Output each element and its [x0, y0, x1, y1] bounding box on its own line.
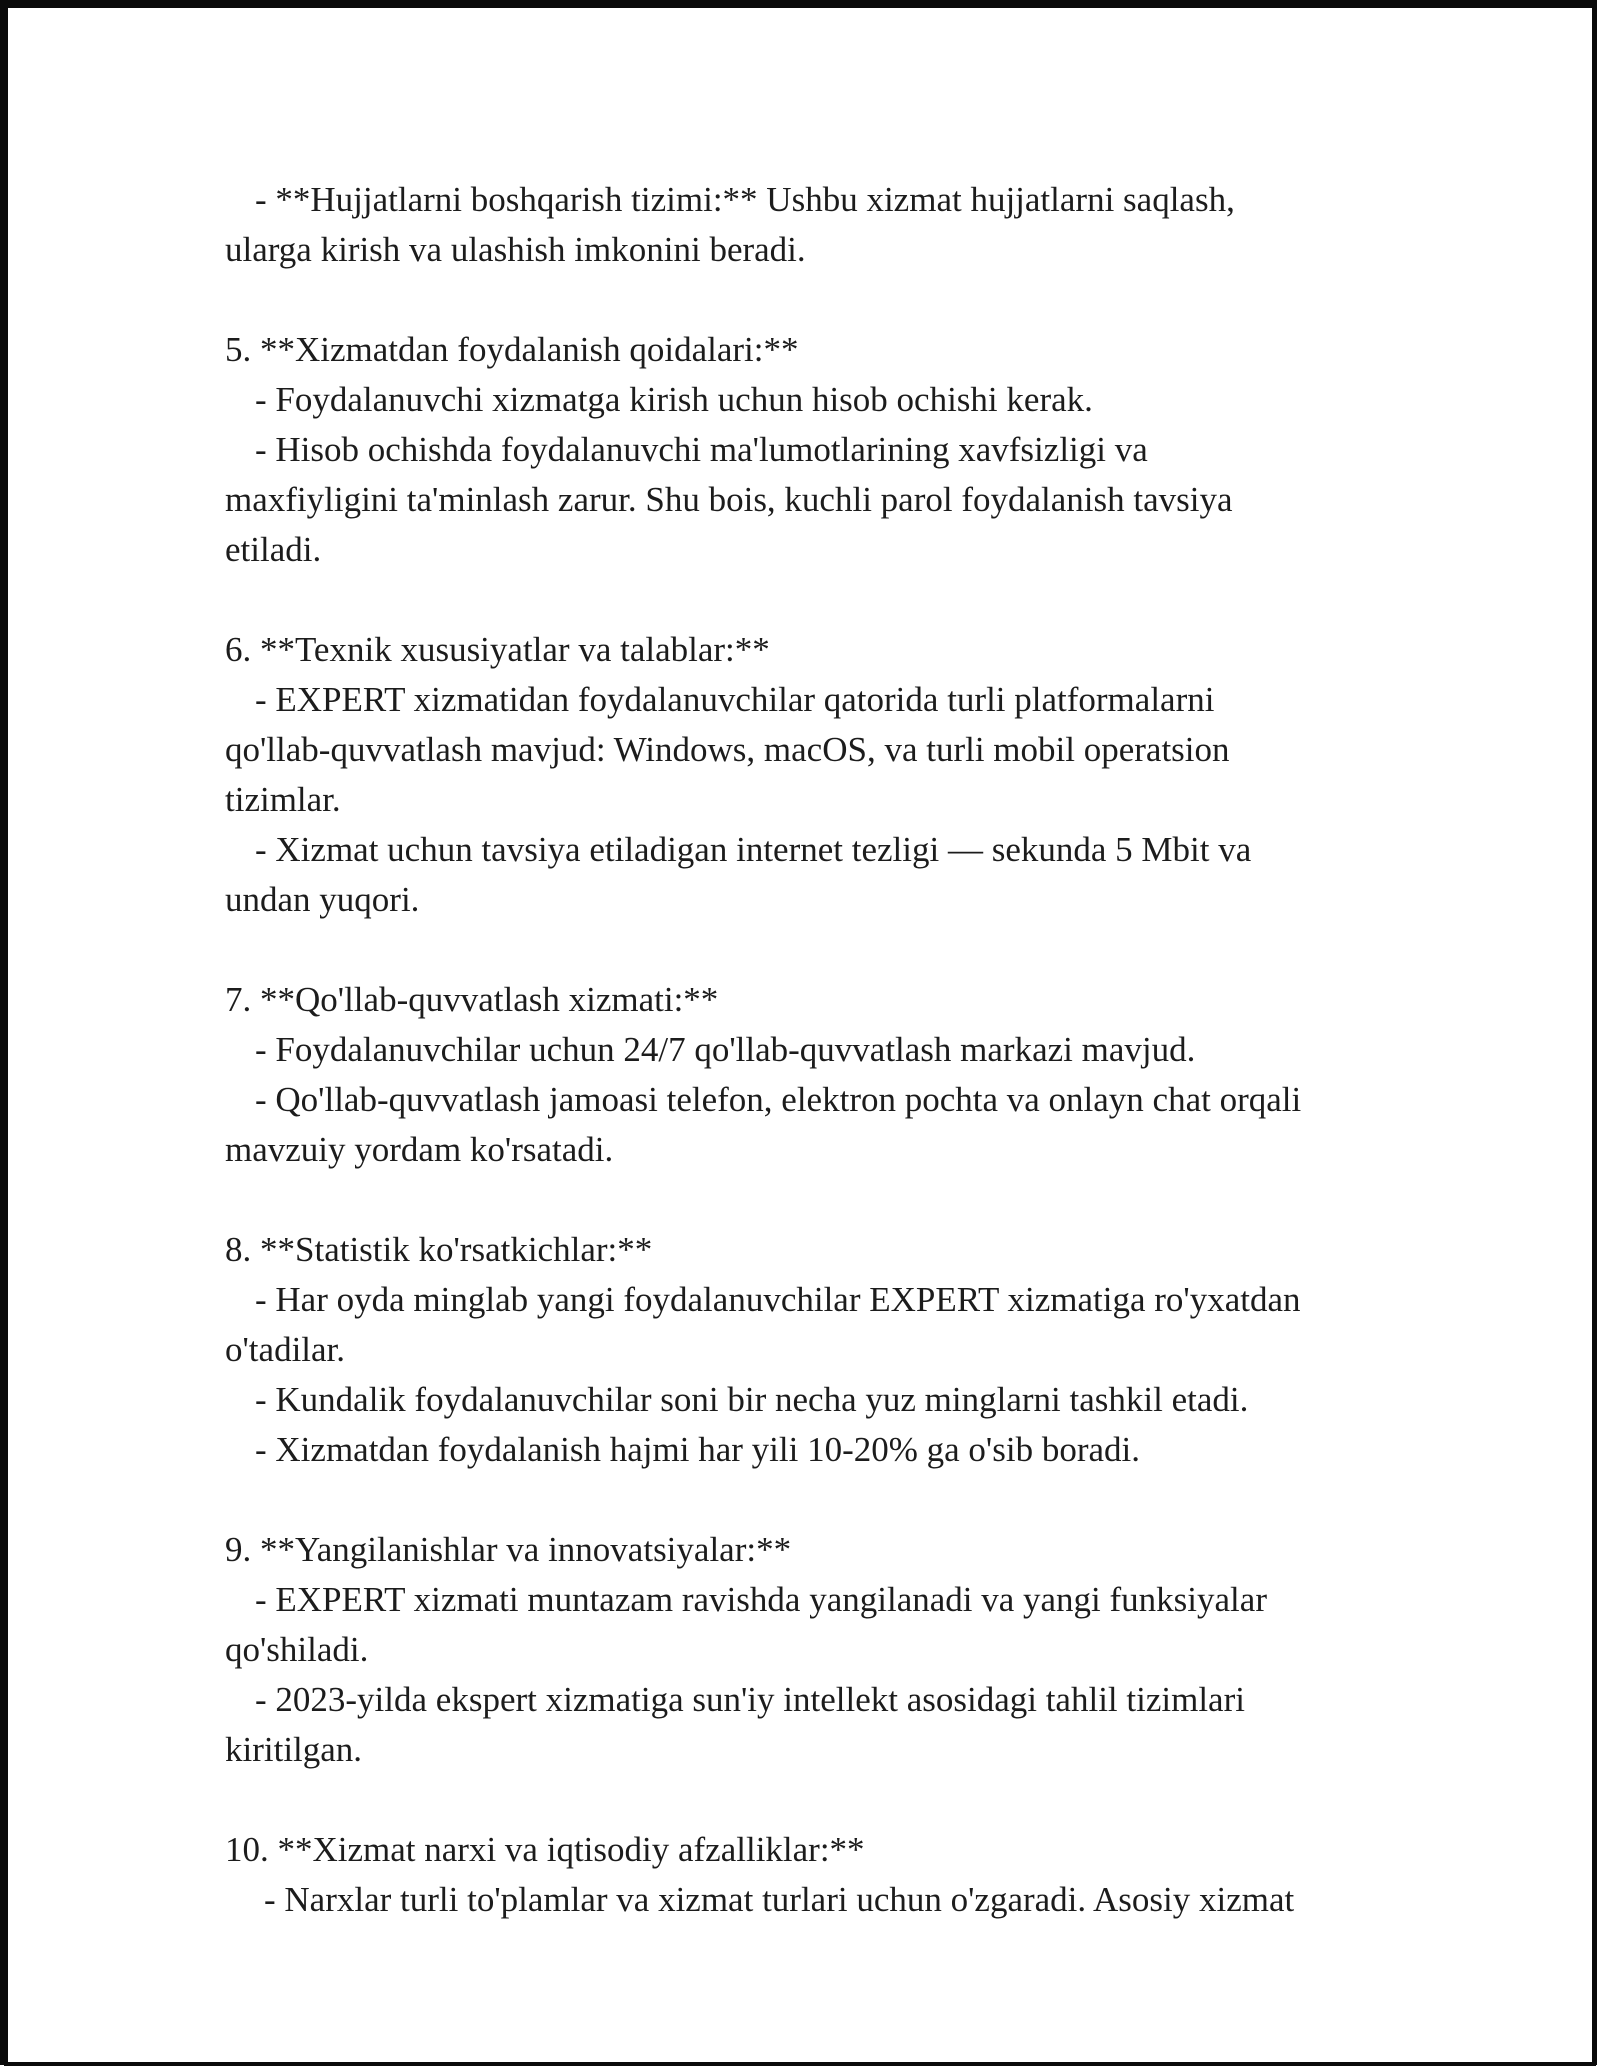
- text-line: maxfiyligini ta'minlash zarur. Shu bois, kuchli parol foydalanish tavsiya: [225, 480, 1233, 519]
- paragraph: [225, 1825, 1466, 1925]
- text-line: 9. **Yangilanishlar va innovatsiyalar:**: [225, 1530, 792, 1569]
- text-line: - EXPERT xizmati muntazam ravishda yangilanadi va yangi funksiyalar: [255, 1580, 1267, 1619]
- text-line: 7. **Qo'llab-quvvatlash xizmati:**: [225, 980, 719, 1019]
- text-line: 8. **Statistik ko'rsatkichlar:**: [225, 1230, 653, 1269]
- text-line: mavzuiy yordam ko'rsatadi.: [225, 1130, 614, 1169]
- paragraph: [225, 1225, 1466, 1475]
- text-line: - Qo'llab-quvvatlash jamoasi telefon, elektron pochta va onlayn chat orqali: [255, 1080, 1302, 1119]
- text-line: ularga kirish va ulashish imkonini beradi.: [225, 230, 806, 269]
- text-line: undan yuqori.: [225, 880, 420, 919]
- text-line: - Har oyda minglab yangi foydalanuvchilar EXPERT xizmatiga ro'yxatdan: [255, 1280, 1301, 1319]
- text-line: - Foydalanuvchilar uchun 24/7 qo'llab-quvvatlash markazi mavjud.: [255, 1030, 1196, 1069]
- text-line: 10. **Xizmat narxi va iqtisodiy afzalliklar:**: [225, 1830, 865, 1869]
- paragraph: [225, 975, 1466, 1175]
- text-line: - EXPERT xizmatidan foydalanuvchilar qatorida turli platformalarni: [255, 680, 1215, 719]
- text-line: etiladi.: [225, 530, 322, 569]
- text-line: 5. **Xizmatdan foydalanish qoidalari:**: [225, 330, 799, 369]
- text-line: - Hisob ochishda foydalanuvchi ma'lumotlarining xavfsizligi va: [255, 430, 1148, 469]
- paragraph: [225, 175, 1466, 275]
- text-line: kiritilgan.: [225, 1730, 363, 1769]
- text-line: 6. **Texnik xususiyatlar va talablar:**: [225, 630, 770, 669]
- text-line: - Kundalik foydalanuvchilar soni bir necha yuz minglarni tashkil etadi.: [255, 1380, 1249, 1419]
- text-line: - Narxlar turli to'plamlar va xizmat turlari uchun o'zgaradi. Asosiy xizmat: [264, 1880, 1295, 1919]
- text-line: qo'llab-quvvatlash mavjud: Windows, macOS, va turli mobil operatsion: [225, 730, 1230, 769]
- text-line: - Xizmatdan foydalanish hajmi har yili 10-20% ga o'sib boradi.: [255, 1430, 1140, 1469]
- paragraph: [225, 1525, 1466, 1775]
- text-line: tizimlar.: [225, 780, 341, 819]
- text-line: - 2023-yilda ekspert xizmatiga sun'iy intellekt asosidagi tahlil tizimlari: [255, 1680, 1245, 1719]
- paragraph: [225, 625, 1466, 925]
- text-line: - **Hujjatlarni boshqarish tizimi:** Ushbu xizmat hujjatlarni saqlash,: [255, 180, 1235, 219]
- text-line: qo'shiladi.: [225, 1630, 369, 1669]
- document-page: [4, 4, 1596, 2066]
- paragraph: [225, 325, 1466, 575]
- text-line: - Foydalanuvchi xizmatga kirish uchun hisob ochishi kerak.: [255, 380, 1093, 419]
- text-line: - Xizmat uchun tavsiya etiladigan internet tezligi — sekunda 5 Mbit va: [255, 830, 1252, 869]
- text-line: o'tadilar.: [225, 1330, 346, 1369]
